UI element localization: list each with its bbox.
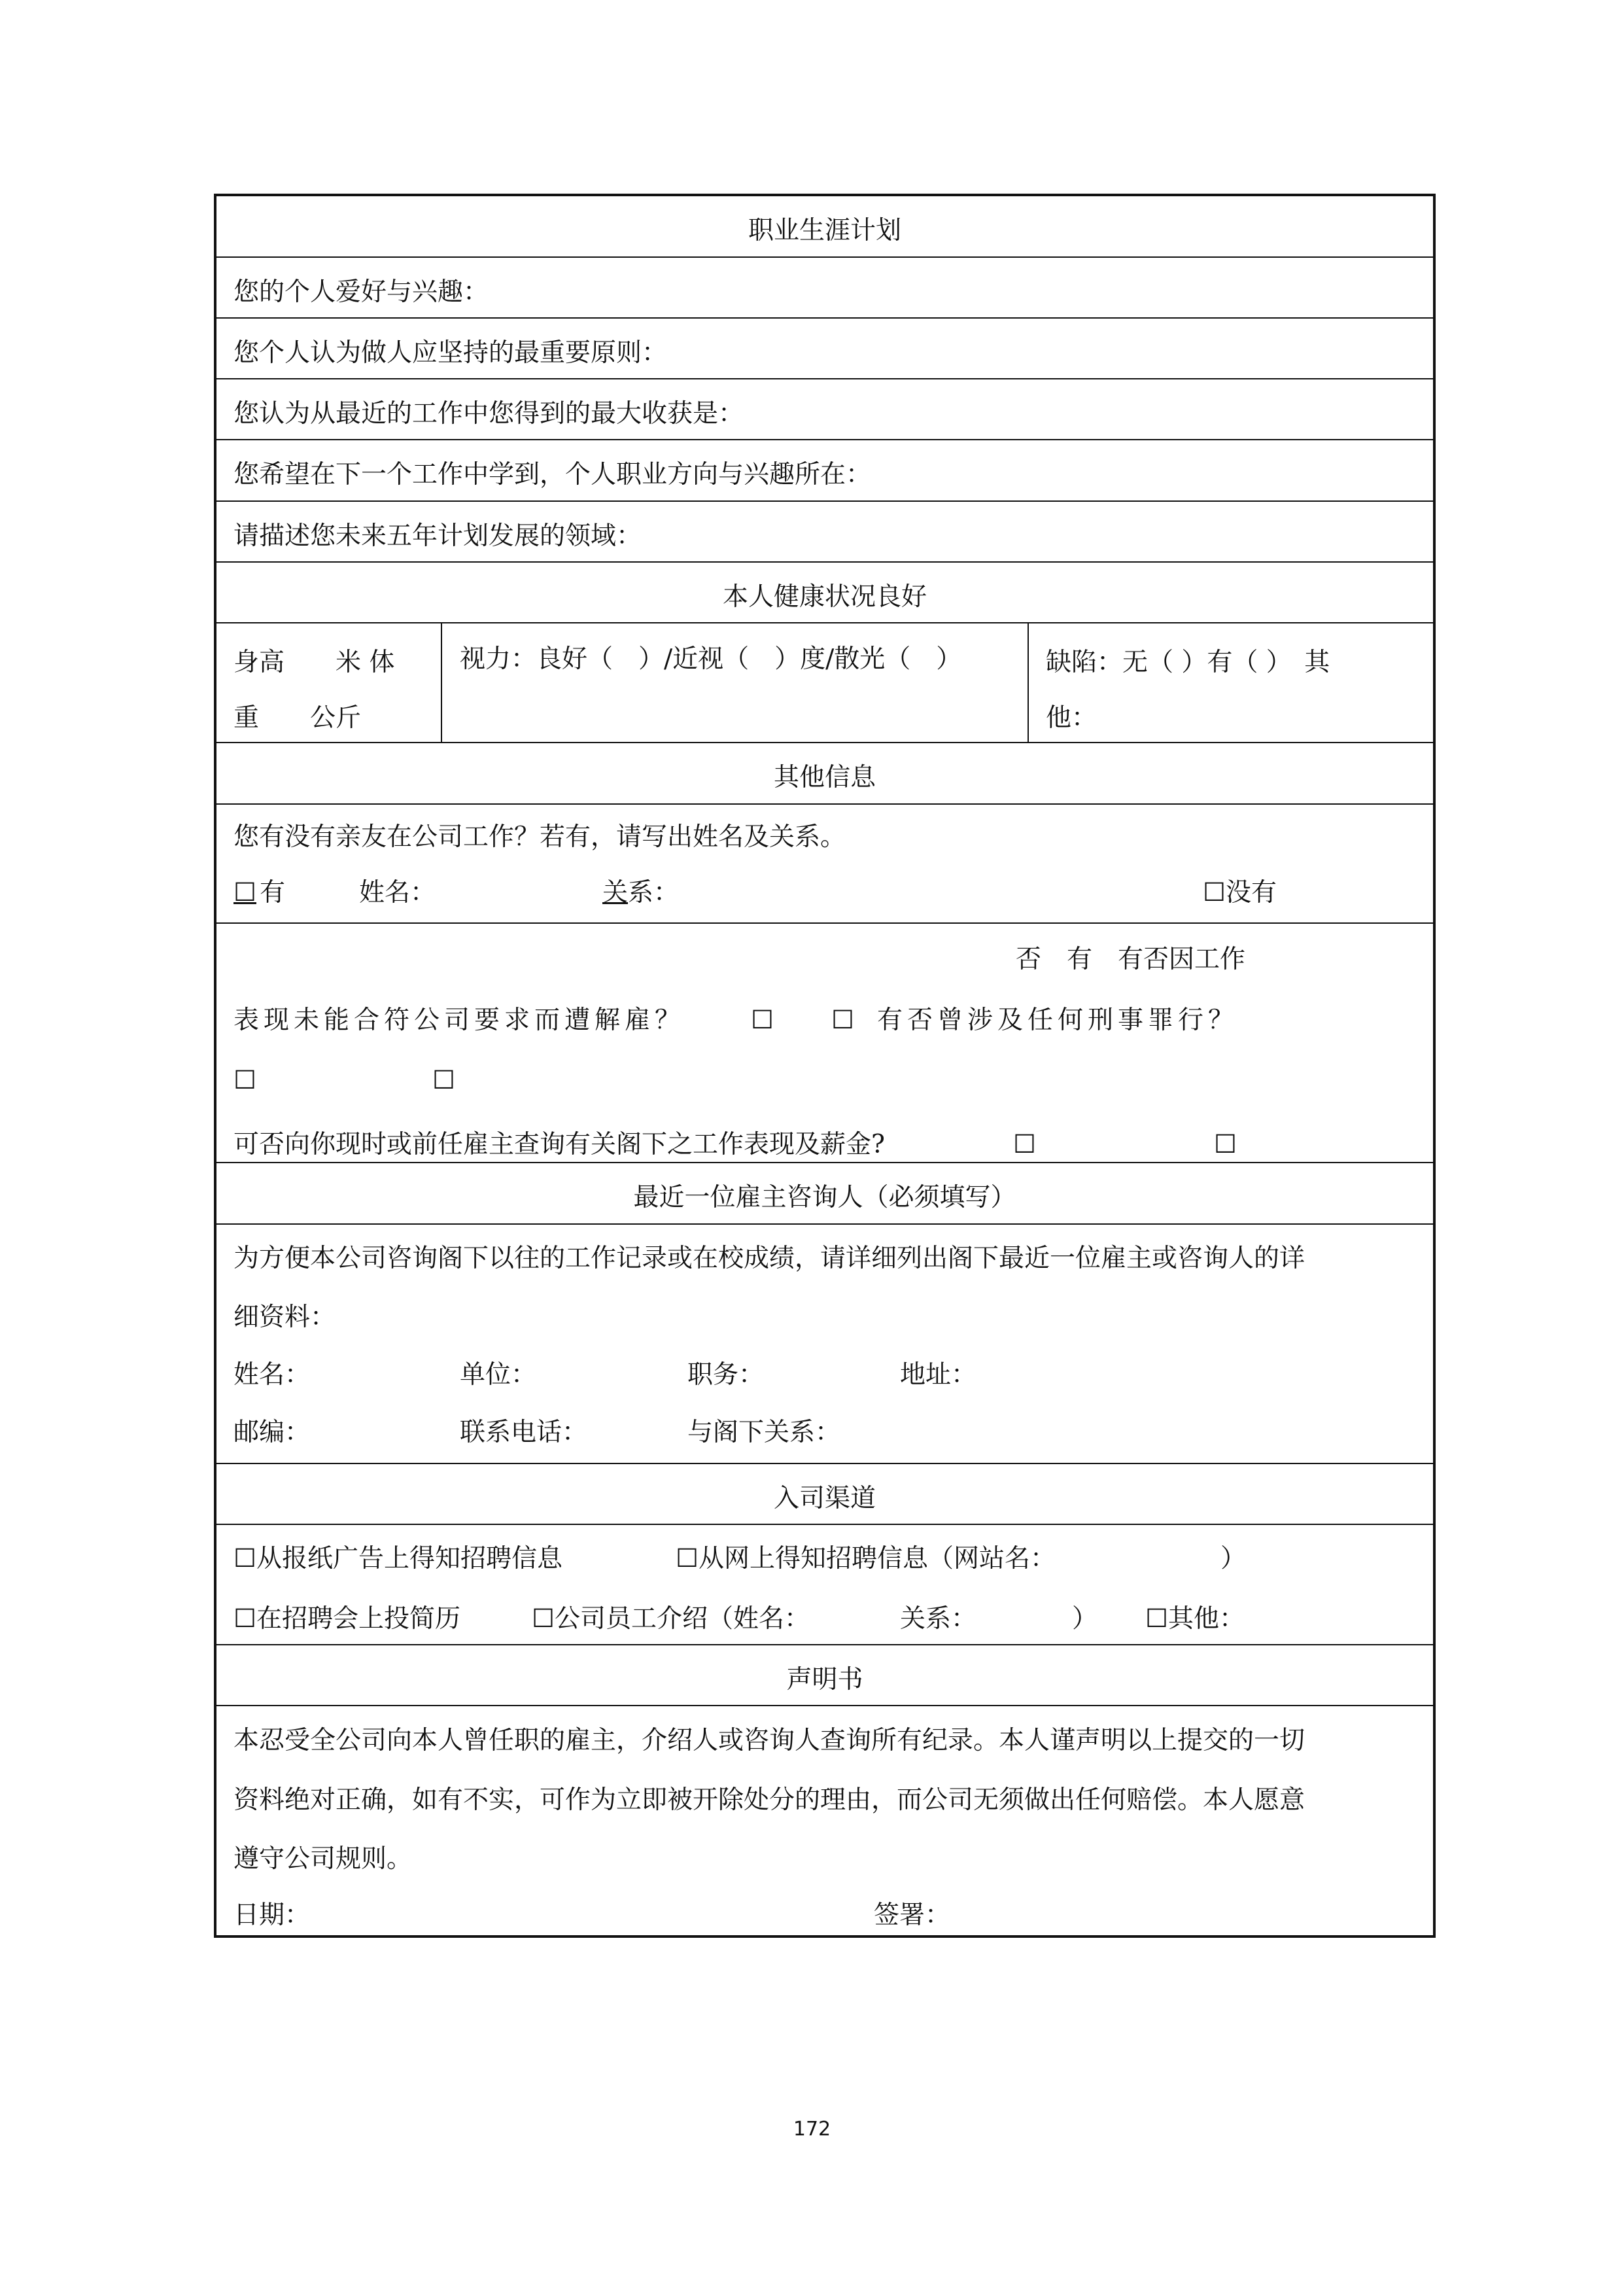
other-header-row bbox=[216, 743, 1433, 805]
reference-yes-checkbox[interactable]: ☐ bbox=[1214, 1130, 1237, 1159]
employer-relation-label[interactable]: 与阁下关系： bbox=[687, 1418, 841, 1447]
background-questions-row bbox=[216, 924, 1433, 1163]
channel-referral-option[interactable]: ☐公司员工介绍（姓名： bbox=[532, 1604, 810, 1634]
declaration-body-row bbox=[216, 1706, 1433, 1938]
dismissal-question: 表现未能合符公司要求而遭解雇？ bbox=[233, 1006, 685, 1035]
declaration-header-row bbox=[216, 1645, 1433, 1706]
channel-website-option[interactable]: ☐从网上得知招聘信息（网站名： bbox=[676, 1544, 1056, 1573]
employer-address-label[interactable]: 地址： bbox=[900, 1360, 977, 1390]
vision-field[interactable]: 视力：良好（ ）/近视（ ）度/散光（ ） bbox=[460, 644, 962, 674]
relatives-question: 您有没有亲友在公司工作？若有，请写出姓名及关系。 bbox=[233, 822, 846, 852]
principle-label: 您个人认为做人应坚持的最重要原则： bbox=[233, 338, 668, 368]
career-title: 职业生涯计划 bbox=[748, 216, 901, 245]
relative-relation-label bbox=[602, 880, 679, 905]
other-title: 其他信息 bbox=[773, 763, 876, 792]
declaration-line1: 本忍受全公司向本人曾任职的雇主，介绍人或咨询人查询所有纪录。本人谨声明以上提交的一切 bbox=[233, 1726, 1305, 1755]
dismissal-yes-checkbox[interactable]: ☐ bbox=[831, 1006, 854, 1035]
channel-job-fair-option[interactable]: ☐在招聘会上投简历 bbox=[233, 1604, 460, 1634]
health-divider-2 bbox=[1028, 623, 1029, 742]
criminal-yes-checkbox[interactable]: ☐ bbox=[432, 1066, 455, 1095]
relation-first-char: 关 bbox=[602, 878, 629, 907]
reference-question: 可否向你现时或前任雇主查询有关阁下之工作表现及薪金? bbox=[233, 1130, 885, 1159]
channel-referral-relation: 关系： bbox=[900, 1604, 977, 1634]
relatives-row bbox=[216, 805, 1433, 924]
employer-unit-label[interactable]: 单位： bbox=[460, 1360, 537, 1390]
defect-line1[interactable]: 缺陷：无（ ）有（ ） 其 bbox=[1046, 648, 1330, 677]
criminal-question: 有否曾涉及任何刑事罪行？ bbox=[877, 1006, 1239, 1035]
five-year-label: 请描述您未来五年计划发展的领域： bbox=[233, 521, 642, 551]
channel-referral-close: ） bbox=[1072, 1604, 1098, 1634]
principle-row[interactable] bbox=[216, 319, 1433, 379]
direction-label: 您希望在下一个工作中学到，个人职业方向与兴趣所在： bbox=[233, 460, 872, 489]
employer-header-row bbox=[216, 1163, 1433, 1225]
gain-row[interactable] bbox=[216, 379, 1433, 440]
channel-options-row bbox=[216, 1525, 1433, 1645]
channel-other-option[interactable]: ☐其他： bbox=[1145, 1604, 1245, 1634]
channel-header-row bbox=[216, 1464, 1433, 1525]
relation-rest: 系： bbox=[628, 878, 680, 907]
employer-phone-label[interactable]: 联系电话： bbox=[460, 1418, 588, 1447]
page-number: 172 bbox=[793, 2118, 831, 2141]
declaration-line3: 遵守公司规则。 bbox=[233, 1844, 413, 1874]
health-divider-1 bbox=[441, 623, 442, 742]
defect-line2[interactable]: 他： bbox=[1046, 703, 1097, 733]
health-title: 本人健康状况良好 bbox=[722, 582, 927, 612]
employer-title: 最近一位雇主咨询人（必须填写） bbox=[633, 1183, 1016, 1212]
career-header-row bbox=[216, 196, 1433, 258]
employer-description-line2: 细资料： bbox=[233, 1303, 336, 1332]
health-header-row bbox=[216, 563, 1433, 623]
answer-column-headers: 否 有 有否因工作 bbox=[1016, 945, 1246, 974]
hobbies-label: 您的个人爱好与兴趣： bbox=[233, 277, 489, 307]
employer-position-label[interactable]: 职务： bbox=[687, 1360, 765, 1390]
channel-title: 入司渠道 bbox=[773, 1484, 876, 1513]
no-relatives-option[interactable]: ☐没有 bbox=[1203, 878, 1277, 907]
application-form bbox=[214, 194, 1436, 1938]
hobbies-row[interactable] bbox=[216, 258, 1433, 319]
employer-postcode-label[interactable]: 邮编： bbox=[233, 1418, 311, 1447]
declaration-signature-label[interactable]: 签署： bbox=[874, 1901, 951, 1930]
employer-description-line1: 为方便本公司咨询阁下以往的工作记录或在校成绩，请详细列出阁下最近一位雇主或咨询人的详 bbox=[233, 1244, 1305, 1273]
reference-no-checkbox[interactable]: ☐ bbox=[1013, 1130, 1036, 1159]
height-weight-line1[interactable]: 身高 米 体 bbox=[233, 648, 395, 677]
employer-detail-row bbox=[216, 1225, 1433, 1464]
have-label: 有 bbox=[260, 878, 286, 907]
health-detail-row bbox=[216, 623, 1433, 743]
height-weight-line2[interactable]: 重 公斤 bbox=[233, 703, 362, 733]
criminal-no-checkbox[interactable]: ☐ bbox=[233, 1066, 256, 1095]
declaration-title: 声明书 bbox=[786, 1665, 863, 1694]
dismissal-no-checkbox[interactable]: ☐ bbox=[751, 1006, 774, 1035]
employer-name-label[interactable]: 姓名： bbox=[233, 1360, 311, 1390]
have-checkbox[interactable]: ☐ bbox=[233, 878, 256, 907]
declaration-line2: 资料绝对正确，如有不实，可作为立即被开除处分的理由，而公司无须做出任何赔偿。本人愿意 bbox=[233, 1785, 1305, 1815]
relative-name-label: 姓名： bbox=[359, 878, 436, 907]
gain-label: 您认为从最近的工作中您得到的最大收获是： bbox=[233, 399, 744, 429]
declaration-date-label[interactable]: 日期： bbox=[233, 1901, 311, 1930]
channel-website-close: ） bbox=[1220, 1544, 1247, 1573]
channel-newspaper-option[interactable]: ☐从报纸广告上得知招聘信息 bbox=[233, 1544, 562, 1573]
five-year-row[interactable] bbox=[216, 502, 1433, 563]
direction-row[interactable] bbox=[216, 440, 1433, 502]
